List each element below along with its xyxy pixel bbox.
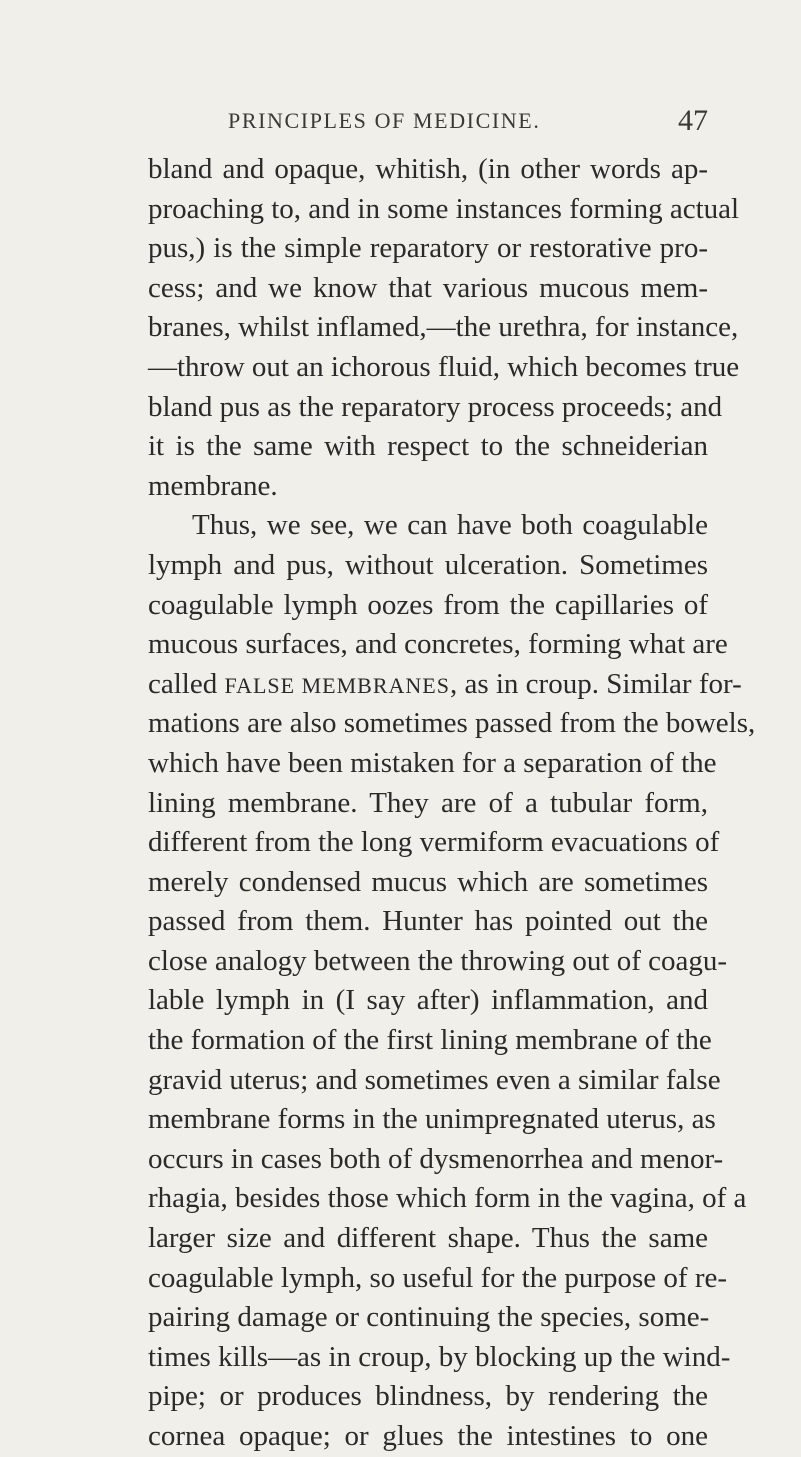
running-title: PRINCIPLES OF MEDICINE. [228, 108, 541, 133]
text-line: larger size and different shape. Thus the same [148, 1222, 708, 1255]
text-line: mucous surfaces, and concretes, forming what are [148, 628, 728, 661]
text-line: times kills—as in croup, by blocking up the wind- [148, 1340, 731, 1373]
text-line: pus,) is the simple reparatory or restorative pro- [148, 232, 708, 265]
page-number: 47 [678, 104, 708, 137]
text-line: mations are also sometimes passed from the bowels, [148, 707, 756, 740]
text-line: bland and opaque, whitish, (in other words ap- [148, 153, 708, 185]
body-text [148, 150, 756, 1457]
paragraph-start-line: Thus, we see, we can have both coagulable [192, 509, 708, 542]
text-line: pairing damage or continuing the species, some- [148, 1301, 710, 1334]
text-line: proaching to, and in some instances forming actual [148, 192, 740, 225]
text-line: —throw out an ichorous fluid, which becomes true [148, 350, 740, 383]
text-line: different from the long vermiform evacuations of [148, 826, 720, 859]
text-line: which have been mistaken for a separation of the [148, 746, 717, 779]
text-line: cess; and we know that various mucous mem- [148, 271, 708, 304]
false-membranes-term: FALSE MEMBRANES [224, 672, 450, 698]
text-line: it is the same with respect to the schneiderian [148, 430, 708, 463]
text-line: branes, whilst inflamed,—the urethra, for instance, [148, 311, 739, 344]
text-line: membrane forms in the unimpregnated uterus, as [148, 1103, 716, 1136]
text-line: cornea opaque; or glues the intestines to one [148, 1420, 708, 1452]
line-segment: called [148, 667, 225, 700]
text-line: lymph and pus, without ulceration. Sometimes [148, 548, 708, 581]
text-line: occurs in cases both of dysmenorrhea and menor- [148, 1142, 724, 1175]
text-line: merely condensed mucus which are sometimes [148, 865, 708, 898]
text-line: close analogy between the throwing out of coagu- [148, 944, 728, 977]
text-line: rhagia, besides those which form in the vagina, of a [148, 1182, 747, 1215]
text-line: the formation of the first lining membrane of the [148, 1024, 712, 1057]
text-line: lining membrane. They are of a tubular form, [148, 786, 708, 819]
running-head [228, 104, 708, 138]
text-line: coagulable lymph oozes from the capillaries of [148, 588, 708, 621]
text-line: passed from them. Hunter has pointed out the [148, 905, 708, 938]
text-line: gravid uterus; and sometimes even a similar false [148, 1063, 721, 1096]
text-line: coagulable lymph, so useful for the purpose of re- [148, 1261, 728, 1294]
text-line: bland pus as the reparatory process proceeds; and [148, 390, 723, 423]
paragraph-end-line: membrane. [148, 469, 278, 502]
text-line-false-membranes [148, 665, 742, 705]
line-segment: , as in croup. Similar for- [449, 667, 742, 700]
text-line: lable lymph in (I say after) inflammation, and [148, 984, 708, 1017]
text-line: pipe; or produces blindness, by rendering the [148, 1380, 708, 1413]
